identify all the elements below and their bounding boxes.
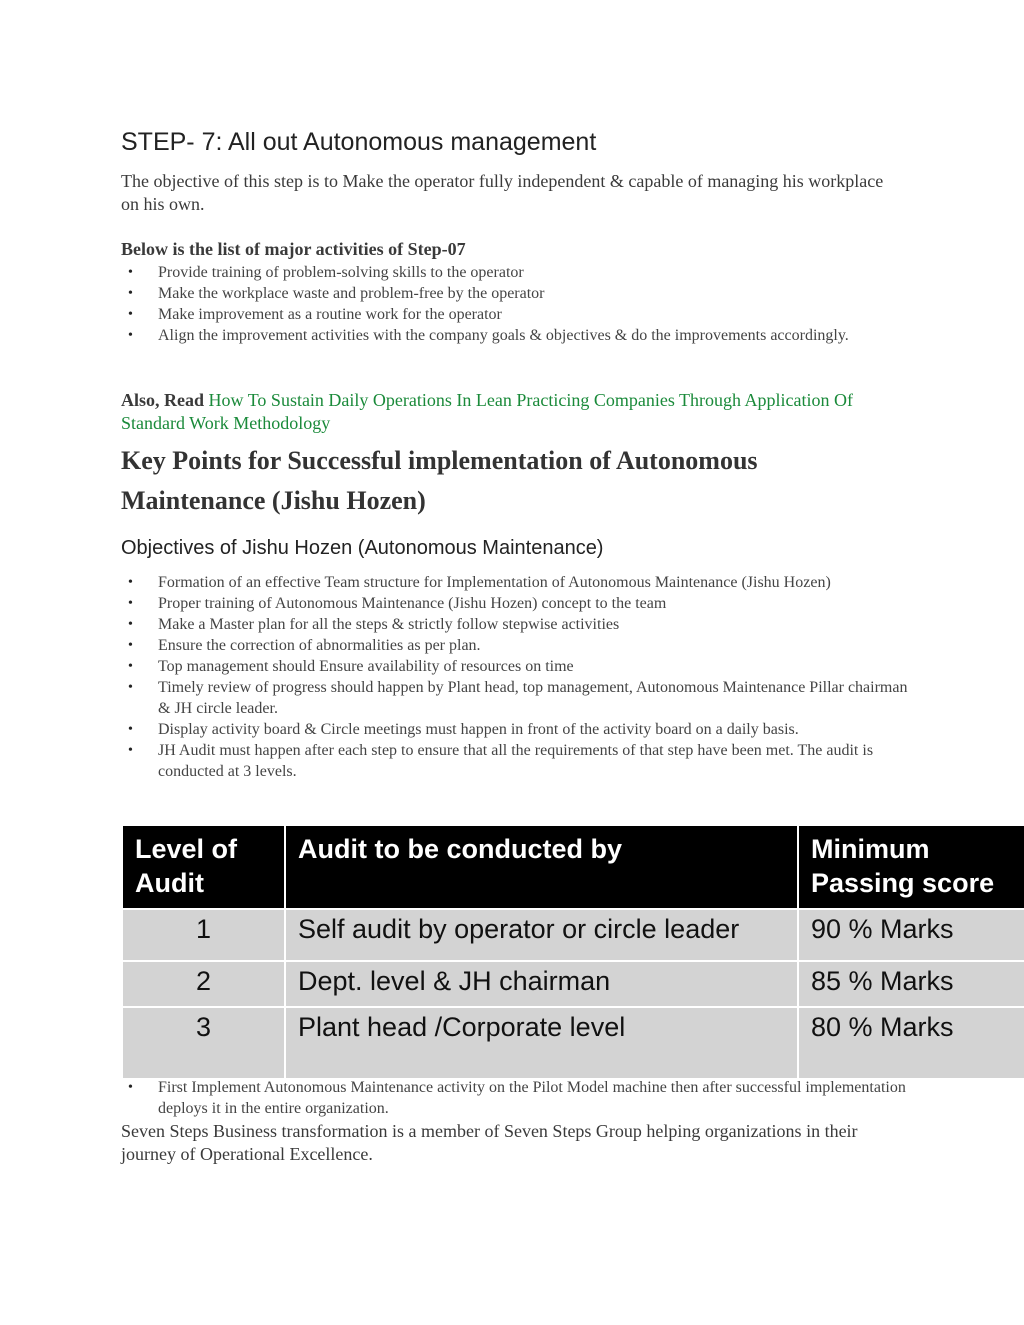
header-passing-score: Minimum Passing score xyxy=(798,826,1024,909)
list-item: • Align the improvement activities with the company goals & objectives & do the improvements accordingly. xyxy=(121,325,849,346)
closing-paragraph: Seven Steps Business transformation is a member of Seven Steps Group helping organizations in their journey of Operational Excellence. xyxy=(121,1121,858,1164)
cell-conducted-by: Plant head /Corporate level xyxy=(285,1007,798,1079)
final-bullets-list xyxy=(121,1077,911,1119)
table-row xyxy=(122,961,1024,1007)
list-item: • Make the workplace waste and problem-free by the operator xyxy=(121,283,849,304)
step-title: STEP- 7: All out Autonomous management xyxy=(121,128,597,156)
audit-levels-table xyxy=(121,826,1024,1080)
list-item: • Make improvement as a routine work for the operator xyxy=(121,304,849,325)
list-item: • Top management should Ensure availability of resources on time xyxy=(121,656,911,677)
also-read-link[interactable]: How To Sustain Daily Operations In Lean Practicing Companies Through Application Of Standard Work Methodology xyxy=(121,390,853,433)
table-header-row xyxy=(122,826,1024,909)
cell-level: 3 xyxy=(122,1007,285,1079)
header-level: Level of Audit xyxy=(122,826,285,909)
cell-passing-score: 80 % Marks xyxy=(798,1007,1024,1079)
table-row xyxy=(122,1007,1024,1079)
list-item: • Ensure the correction of abnormalities as per plan. xyxy=(121,635,911,656)
list-item: • Proper training of Autonomous Maintenance (Jishu Hozen) concept to the team xyxy=(121,593,911,614)
step7-activities-list xyxy=(121,262,849,346)
key-points-heading: Key Points for Successful implementation of Autonomous Maintenance (Jishu Hozen) xyxy=(121,446,758,515)
header-conducted-by: Audit to be conducted by xyxy=(285,826,798,909)
objectives-list xyxy=(121,572,911,782)
table-row xyxy=(122,909,1024,961)
list-item: • Timely review of progress should happen by Plant head, top management, Autonomous Maintenance Pillar chairman & JH circle leader. xyxy=(121,677,911,719)
activities-heading: Below is the list of major activities of Step-07 xyxy=(121,239,466,259)
cell-conducted-by: Dept. level & JH chairman xyxy=(285,961,798,1007)
list-item: • First Implement Autonomous Maintenance activity on the Pilot Model machine then after successful implementation deploys it in the entire organization. xyxy=(121,1077,911,1119)
list-item: • JH Audit must happen after each step to ensure that all the requirements of that step have been met. The audit is conducted at 3 levels. xyxy=(121,740,911,782)
cell-passing-score: 90 % Marks xyxy=(798,909,1024,961)
objectives-heading: Objectives of Jishu Hozen (Autonomous Maintenance) xyxy=(121,537,604,559)
cell-level: 2 xyxy=(122,961,285,1007)
list-item: • Formation of an effective Team structure for Implementation of Autonomous Maintenance (Jishu Hozen) xyxy=(121,572,911,593)
also-read xyxy=(121,389,881,435)
intro-paragraph: The objective of this step is to Make the operator fully independent & capable of managing his workplace on his own. xyxy=(121,171,884,214)
cell-conducted-by: Self audit by operator or circle leader xyxy=(285,909,798,961)
list-item: • Display activity board & Circle meetings must happen in front of the activity board on a daily basis. xyxy=(121,719,911,740)
also-read-label: Also, Read xyxy=(121,390,205,410)
list-item: • Provide training of problem-solving skills to the operator xyxy=(121,262,849,283)
list-item: • Make a Master plan for all the steps & strictly follow stepwise activities xyxy=(121,614,911,635)
cell-level: 1 xyxy=(122,909,285,961)
cell-passing-score: 85 % Marks xyxy=(798,961,1024,1007)
